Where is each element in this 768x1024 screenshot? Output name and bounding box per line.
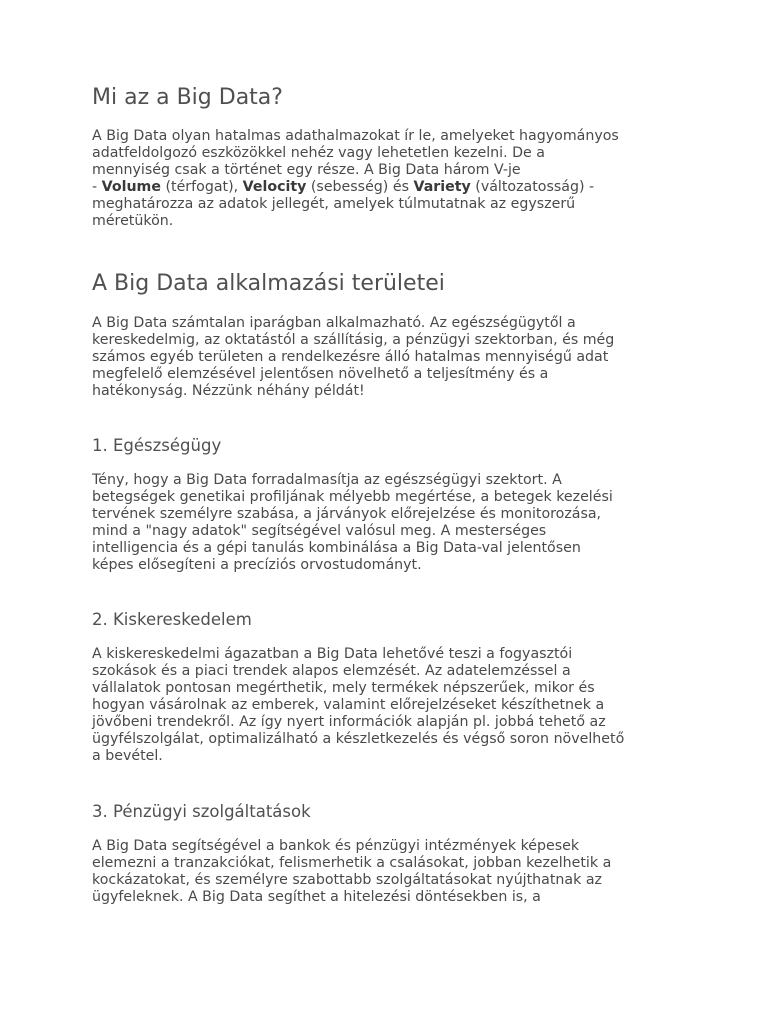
text-line: intelligencia és a gépi tanulás kombinálása a Big Data-val jelentősen [92,540,581,556]
text-line: adatfeldolgozó eszközökkel nehéz vagy lehetetlen kezelni. De a [92,145,545,161]
text-line: hogyan vásárolnak az emberek, valamint előrejelzéseket készíthetnek a [92,697,605,713]
text-line: mind a "nagy adatok" segítségével valósul meg. A mesterséges [92,523,547,539]
text-line: A Big Data számtalan iparágban alkalmazható. Az egészségügytől a [92,315,576,331]
variety-term: Variety [413,179,471,195]
text-line: kockázatokat, és személyre szabottabb szolgáltatásokat nyújthatnak az [92,872,602,888]
text-line: betegségek genetikai profiljának mélyebb megértése, a betegek kezelési [92,489,613,505]
finance-paragraph [92,838,682,906]
retail-paragraph [92,646,682,765]
text-line: ügyfeleknek. A Big Data segíthet a hitelezési döntésekben is, a [92,889,541,905]
text-fragment: - [92,179,102,195]
text-line: ügyfélszolgálat, optimalizálható a készletkezelés és végső soron növelhető [92,731,625,747]
text-line: a bevétel. [92,748,163,764]
text-line: kereskedelmig, az oktatástól a szállításig, a pénzügyi szektorban, és még [92,332,615,348]
three-v-line [92,179,682,196]
text-line: képes elősegíteni a precíziós orvostudományt. [92,557,422,573]
text-line: jövőbeni trendekről. Az így nyert információk alapján pl. jobbá tehető az [92,714,606,730]
text-line: méretükön. [92,213,174,229]
intro-paragraph [92,128,682,230]
health-paragraph [92,472,682,574]
text-line: A kiskereskedelmi ágazatban a Big Data lehetővé teszi a fogyasztói [92,646,573,662]
text-line: tervének személyre szabása, a járványok előrejelzése és monitorozása, [92,506,602,522]
text-line: vállalatok pontosan megérthetik, mely termékek népszerűek, mikor és [92,680,595,696]
text-fragment: (térfogat), [160,179,243,195]
heading-finance: 3. Pénzügyi szolgáltatások [92,802,311,821]
text-line: elemezni a tranzakciókat, felismerhetik a csalásokat, jobban kezelhetik a [92,855,612,871]
volume-term: Volume [101,179,161,195]
text-line: megfelelő elemzésével jelentősen növelhető a teljesítmény és a [92,366,549,382]
heading-applications: A Big Data alkalmazási területei [92,271,445,296]
text-line: mennyiség csak a történet egy része. A Big Data három V-je [92,162,521,178]
text-line: számos egyéb területen a rendelkezésre álló hatalmas mennyiségű adat [92,349,609,365]
heading-health: 1. Egészségügy [92,436,222,455]
text-line: szokások és a piaci trendek alapos elemzését. Az adatelemzéssel a [92,663,571,679]
text-line: A Big Data segítségével a bankok és pénzügyi intézmények képesek [92,838,580,854]
text-line: hatékonyság. Nézzünk néhány példát! [92,383,365,399]
text-line: Tény, hogy a Big Data forradalmasítja az egészségügyi szektort. A [92,472,562,488]
heading-retail: 2. Kiskereskedelem [92,610,252,629]
text-fragment: (változatosság) - [470,179,595,195]
velocity-term: Velocity [242,179,307,195]
text-line: meghatározza az adatok jellegét, amelyek túlmutatnak az egyszerű [92,196,576,212]
text-line: A Big Data olyan hatalmas adathalmazokat ír le, amelyeket hagyományos [92,128,619,144]
heading-what-is-big-data: Mi az a Big Data? [92,85,283,110]
text-fragment: (sebesség) és [306,179,414,195]
applications-paragraph [92,315,682,400]
